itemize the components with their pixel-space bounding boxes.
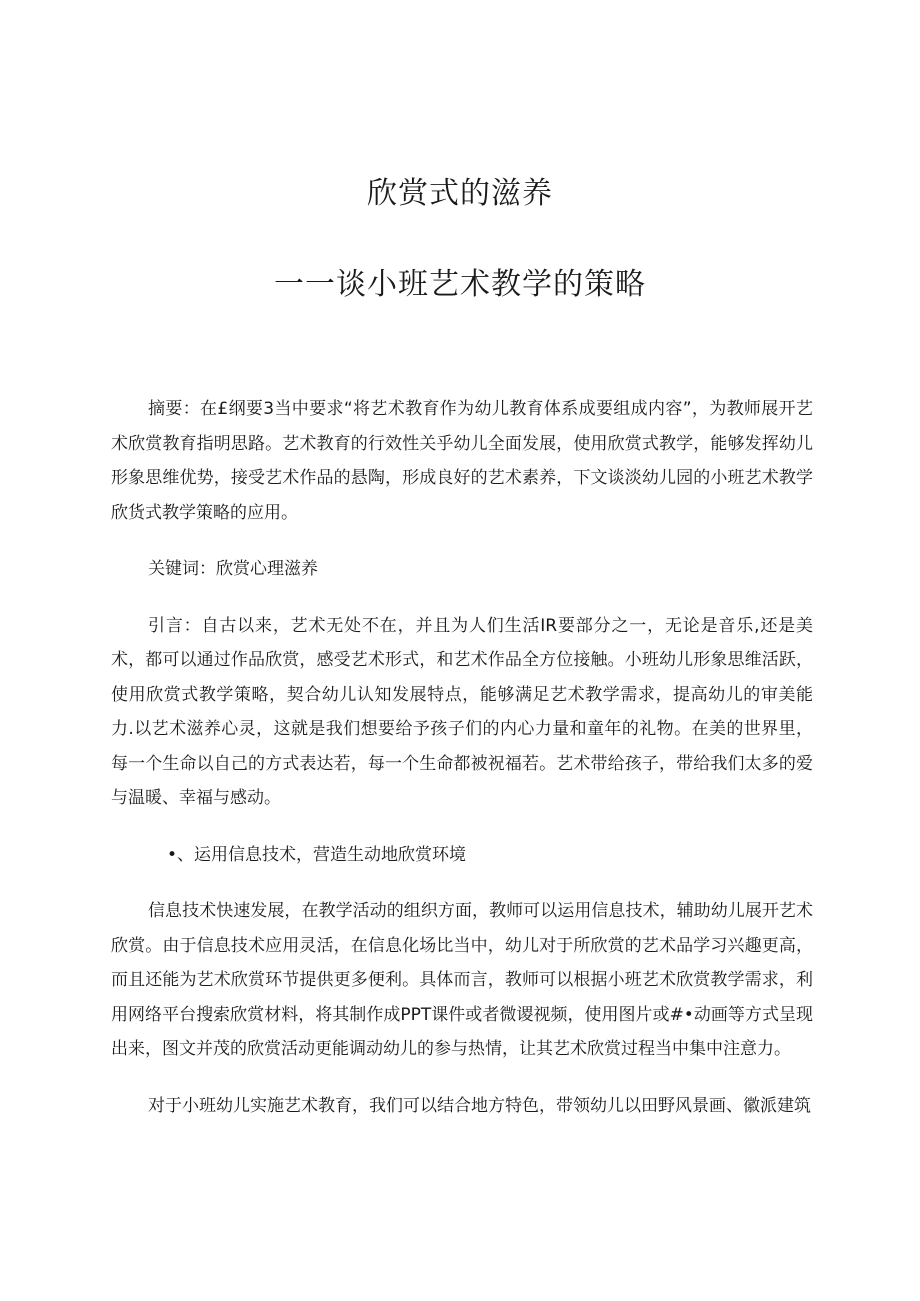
document-subtitle: 一一谈小班艺术教学的策略	[274, 267, 646, 302]
abstract-paragraph: 摘要：在£纲要3当中要求“将艺术教育作为幼儿教育体系成要组成内容”，为教师展开艺术欣赏教育指明思路。艺术教育的行效性关乎幼儿全面发展，使用欣赏式教学，能够发挥幼儿形象思维优势，接受艺术作品的悬陶，形成良好的艺术素养，下文谈淡幼儿园的小班艺术教学欣货式教学策略的应用。	[111, 399, 813, 523]
section-1-paragraph-1: 信息技术快速发展，在教学活动的组织方面，教师可以运用信息技术，辅助幼儿展开艺术欣赏。由于信息技术应用灵活，在信息化场比当中，幼儿对于所欣赏的艺术品学习兴趣更高，而且还能为艺术欣赏环节提供更多便利。具体而言，教师可以根据小班艺术欣赏教学需求，利用网络平台搜索欣赏材料，将其制作成PPT课件或者微谡视频，使用图片或#•动画等方式呈现出来，图文并茂的欣赏活动更能调动幼儿的参与热情，让其艺术欣赏过程当中集中注意力。	[111, 901, 813, 1059]
keywords-line: 关键词：欣赏心理滋养	[148, 559, 318, 579]
section-1-paragraph-2: 对于小班幼儿实施艺术教育，我们可以结合地方特色，带领幼儿以田野风景画、徽派建筑	[148, 1095, 811, 1116]
section-heading-1: •、运用信息技术，营造生动地欣赏环境	[167, 844, 467, 865]
document-body	[111, 392, 813, 1145]
introduction-paragraph: 引言：自古以来，艺术无处不在，并且为人们生活IR要部分之一，无论是音乐,还是美术，都可以通过作品欣赏，感受艺术形式，和艺术作品全方位接触。小班幼儿形象思维活跃，使用欣赏式教学策略，契合幼儿认知发展特点，能够满足艺术教学需求，提高幼儿的审美能力.以艺术滋养心灵，这就是我们想要给予孩子们的内心力量和童年的礼物。在美的世界里，每一个生命以自己的方式表达若，每一个生命都被祝福若。艺术带给孩子，带给我们太多的爱与温暖、幸福与感动。	[111, 615, 813, 808]
document-title: 欣赏式的滋养	[367, 176, 553, 211]
